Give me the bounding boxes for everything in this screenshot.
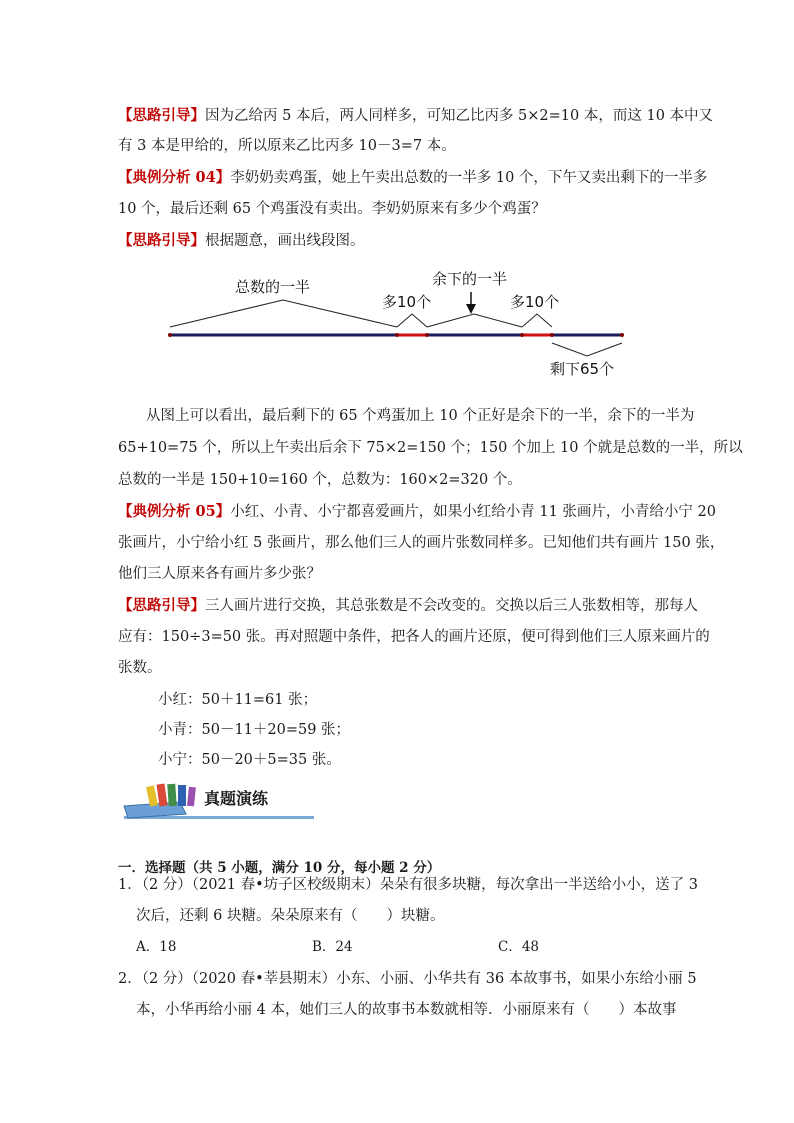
endpoint (520, 333, 524, 337)
exercise-heading: 一．选择题（共 5 小题，满分 10 分，每小题 2 分） (118, 859, 441, 876)
hint-text-cont: 有 3 本是甲给的，所以原来乙比丙多 10－3=7 本。 (118, 138, 456, 154)
endpoint (425, 333, 429, 337)
example-05 (118, 500, 716, 521)
hint-text: 根据题意，画出线段图。 (205, 233, 365, 249)
hint-tag: 【思路引导】 (118, 107, 205, 124)
answer-xiaohong: 小红：50＋11=61 张； (158, 692, 318, 708)
example-text-cont: 10 个，最后还剩 65 个鸡蛋没有卖出。李奶奶原来有多少个鸡蛋？ (118, 201, 546, 217)
example-04-cont (118, 197, 546, 218)
arrow-head-icon (466, 304, 476, 314)
explanation-text: 65+10=75 个，所以上午卖出后余下 75×2=150 个；150 个加上 10 个就是总数的一半，所以 (118, 440, 743, 456)
brace-left-65 (552, 343, 622, 356)
line-segment-diagram (160, 262, 640, 382)
explanation-line-1 (146, 404, 694, 425)
endpoint (395, 333, 399, 337)
hint-paragraph-1-cont (118, 134, 456, 155)
hint-paragraph-3-cont-2 (118, 656, 162, 677)
hint-tag: 【思路引导】 (118, 597, 205, 614)
option-b: B．24 (312, 939, 353, 955)
hint-paragraph-3 (118, 594, 698, 615)
explanation-line-3 (118, 468, 522, 489)
explanation-text: 从图上可以看出，最后剩下的 65 个鸡蛋加上 10 个正好是余下的一半，余下的一半为 (146, 408, 695, 424)
example-text-cont: 他们三人原来各有画片多少张？ (118, 566, 321, 582)
hint-tag: 【思路引导】 (118, 232, 205, 249)
question-text-cont: 本，小华再给小丽 4 本，她们三人的故事书本数就相等．小丽原来有（ ）本故事 (136, 1002, 677, 1018)
question-2-cont (136, 998, 676, 1019)
example-text-cont: 张画片，小宁给小红 5 张画片，那么他们三人的画片张数同样多。已知他们共有画片 150 张， (118, 535, 725, 551)
hint-text: 因为乙给丙 5 本后，两人同样多，可知乙比丙多 5×2=10 本，而这 10 本中又 (205, 108, 714, 124)
explanation-text: 总数的一半是 150+10=160 个，总数为：160×2=320 个。 (118, 472, 522, 488)
hint-paragraph-3-cont (118, 625, 710, 646)
example-tag: 【典例分析 05】 (118, 503, 231, 520)
endpoint (620, 333, 624, 337)
example-text: 小红、小青、小宁都喜爱画片，如果小红给小青 11 张画片，小青给小宁 20 (230, 504, 716, 520)
answer-xiaoning: 小宁：50－20＋5=35 张。 (158, 752, 341, 768)
label-half: 总数的一半 (235, 278, 311, 296)
brace-more-10-2 (522, 314, 552, 327)
label-more-10-1: 多10个 (382, 293, 432, 311)
brace-more-10-1 (397, 314, 427, 327)
section-title: 真题演练 (204, 789, 269, 808)
question-text-cont: 次后，还剩 6 块糖。朵朵原来有（ ）块糖。 (136, 908, 445, 924)
brace-rest-half (427, 314, 522, 327)
example-04 (118, 166, 707, 187)
option-c: C．48 (498, 939, 540, 955)
question-text: 1．（2 分）（2021 春•坊子区校级期末）朵朵有很多块糖，每次拿出一半送给小小，送了 3 (118, 877, 698, 893)
question-text: 2．（2 分）（2020 春•莘县期末）小东、小丽、小华共有 36 本故事书，如果小东给小丽 5 (118, 971, 697, 987)
answer-xiaoqing: 小青：50－11＋20=59 张； (158, 722, 351, 738)
option-a: A．18 (136, 939, 177, 955)
hint-text: 三人画片进行交换，其总张数是不会改变的。交换以后三人张数相等，那每人 (205, 598, 698, 614)
explanation-line-2 (118, 436, 743, 457)
example-05-cont (118, 531, 724, 552)
example-text: 李奶奶卖鸡蛋，她上午卖出总数的一半多 10 个，下午又卖出剩下的一半多 (230, 170, 708, 186)
label-rest-half: 余下的一半 (432, 270, 508, 288)
question-2 (118, 967, 697, 988)
question-1-cont (136, 904, 444, 925)
label-more-10-2: 多10个 (510, 293, 560, 311)
hint-text-cont: 张数。 (118, 660, 162, 676)
label-left-65: 剩下65个 (550, 360, 615, 378)
endpoint (168, 333, 172, 337)
brace-half (170, 300, 397, 327)
hint-paragraph-1 (118, 104, 713, 125)
hint-text-cont: 应有：150÷3=50 张。再对照题中条件，把各人的画片还原，便可得到他们三人原来画片的 (118, 629, 710, 645)
endpoint (550, 333, 554, 337)
example-05-cont-2 (118, 562, 321, 583)
hint-paragraph-2 (118, 229, 365, 250)
question-1 (118, 873, 698, 894)
example-tag: 【典例分析 04】 (118, 169, 231, 186)
